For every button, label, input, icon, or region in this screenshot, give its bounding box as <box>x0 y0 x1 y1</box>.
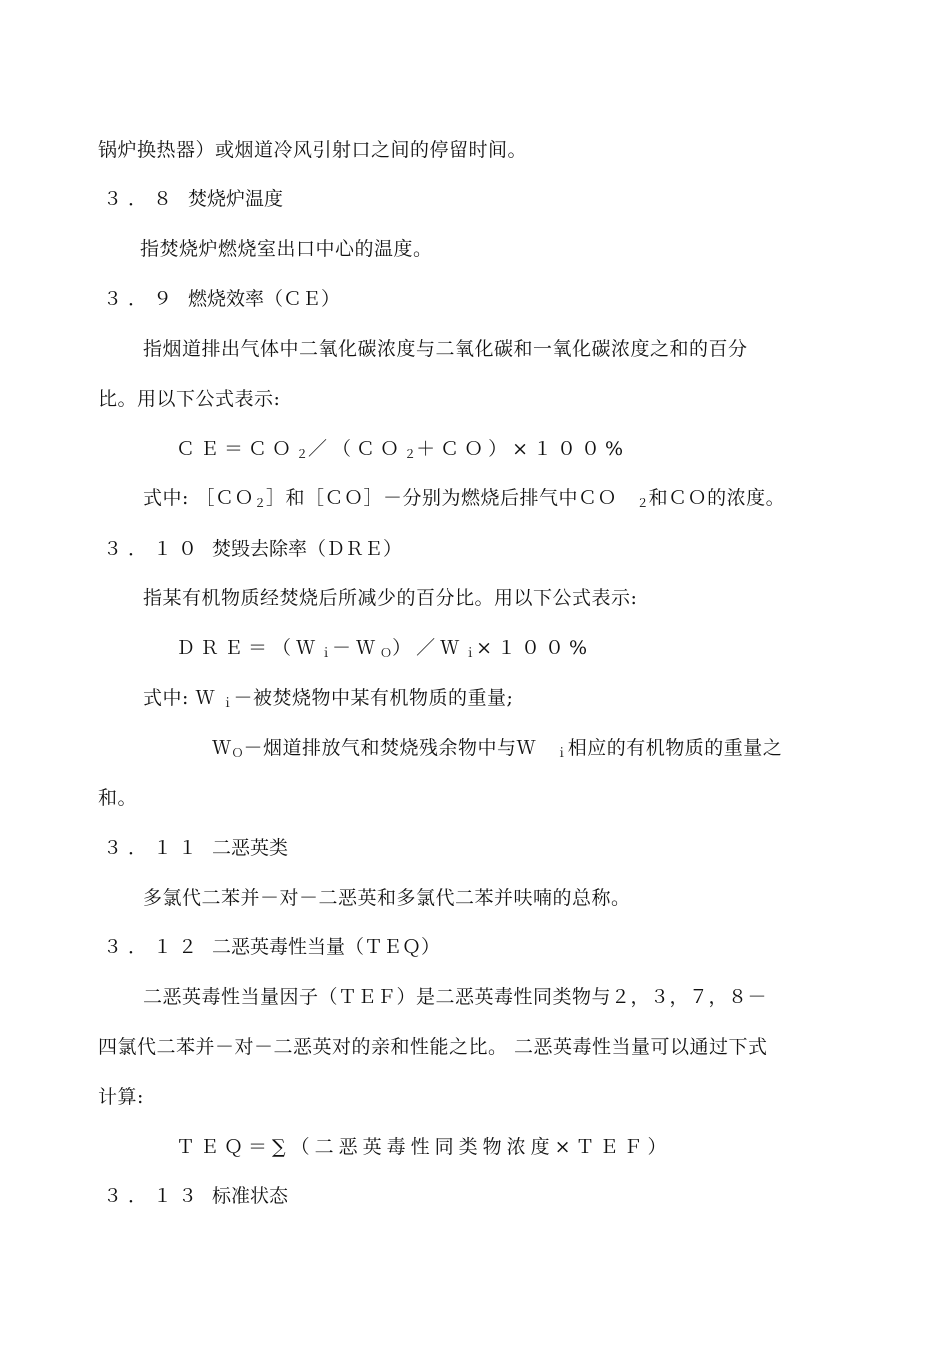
subscript: Ｏ <box>231 746 244 760</box>
subscript: ２ <box>253 496 266 510</box>
legend-text: －被焚烧物中某有机物质的重量; <box>233 687 514 709</box>
paragraph-line: 指某有机物质经焚烧后所减少的百分比。用以下公式表示: <box>143 587 638 609</box>
formula-text: ／（ＣＯ <box>308 438 405 460</box>
subscript: ｉ <box>464 646 477 660</box>
paragraph-line: 比。用以下公式表示: <box>98 388 281 410</box>
section-number: ３．１２ <box>103 936 204 958</box>
subscript: ｉ <box>320 646 333 660</box>
formula-legend <box>212 736 782 765</box>
formula-text: －Ｗ <box>332 637 381 659</box>
paragraph-line: 四氯代二苯并－对－二恶英对的亲和性能之比。 二恶英毒性当量可以通过下式 <box>98 1036 768 1058</box>
legend-text: 相应的有机物质的重量之 <box>567 737 783 759</box>
subscript: ２ <box>296 447 309 461</box>
section-heading: 燃烧效率（ＣＥ） <box>188 288 341 310</box>
section-number: ３．１０ <box>103 538 204 560</box>
paragraph-line: 二恶英毒性当量因子（ＴＥＦ）是二恶英毒性同类物与２，３，７，８－ <box>143 986 768 1008</box>
paragraph-line: 指烟道排出气体中二氧化碳浓度与二氧化碳和一氧化碳浓度之和的百分 <box>143 338 748 360</box>
subscript: ２ <box>636 496 649 510</box>
legend-text: ］和［ＣＯ］－分别为燃烧后排气中ＣＯ <box>265 487 617 509</box>
legend-text: 式中: ［ＣＯ <box>143 487 254 509</box>
subscript: ｉ <box>221 696 234 710</box>
legend-text: －烟道排放气和焚烧残余物中与Ｗ <box>243 737 537 759</box>
formula-legend <box>143 686 513 715</box>
formula-dre <box>176 636 592 665</box>
legend-text: Ｗ <box>212 737 232 759</box>
section-heading: 二恶英类 <box>212 837 289 859</box>
subscript: ２ <box>404 447 417 461</box>
section-heading: 焚毁去除率（ＤＲＥ） <box>212 538 403 560</box>
formula-text: ＋ＣＯ）×１００% <box>416 438 629 460</box>
formula-text: ）／Ｗ <box>392 637 465 659</box>
section-number: ３．１１ <box>103 837 204 859</box>
formula-teq: ＴＥＱ＝∑（二恶英毒性同类物浓度×ＴＥＦ） <box>176 1136 672 1158</box>
section-heading: 标准状态 <box>212 1185 289 1207</box>
section-heading: 二恶英毒性当量（ＴＥＱ） <box>212 936 441 958</box>
section-heading: 焚烧炉温度 <box>188 188 284 210</box>
formula-text: ＤＲＥ＝（Ｗ <box>176 637 321 659</box>
legend-text: 式中: Ｗ <box>143 687 215 709</box>
subscript: Ｏ <box>380 646 393 660</box>
formula-text: ×１００% <box>476 637 593 659</box>
formula-text: ＣＥ＝ＣＯ <box>176 438 297 460</box>
paragraph-line: 锅炉换热器）或烟道冷风引射口之间的停留时间。 <box>98 139 528 161</box>
section-number: ３．１３ <box>103 1185 204 1207</box>
paragraph-line: 计算: <box>98 1086 144 1108</box>
formula-legend <box>143 486 785 515</box>
legend-text: 和ＣＯ的浓度。 <box>648 487 786 509</box>
paragraph-line: 指焚烧炉燃烧室出口中心的温度。 <box>140 238 433 260</box>
subscript: ｉ <box>555 746 568 760</box>
section-number: ３．９ <box>103 288 179 310</box>
formula-ce <box>176 437 628 466</box>
section-number: ３．８ <box>103 188 179 210</box>
paragraph-line: 和。 <box>98 787 138 809</box>
paragraph-line: 多氯代二苯并－对－二恶英和多氯代二苯并呋喃的总称。 <box>143 887 631 909</box>
